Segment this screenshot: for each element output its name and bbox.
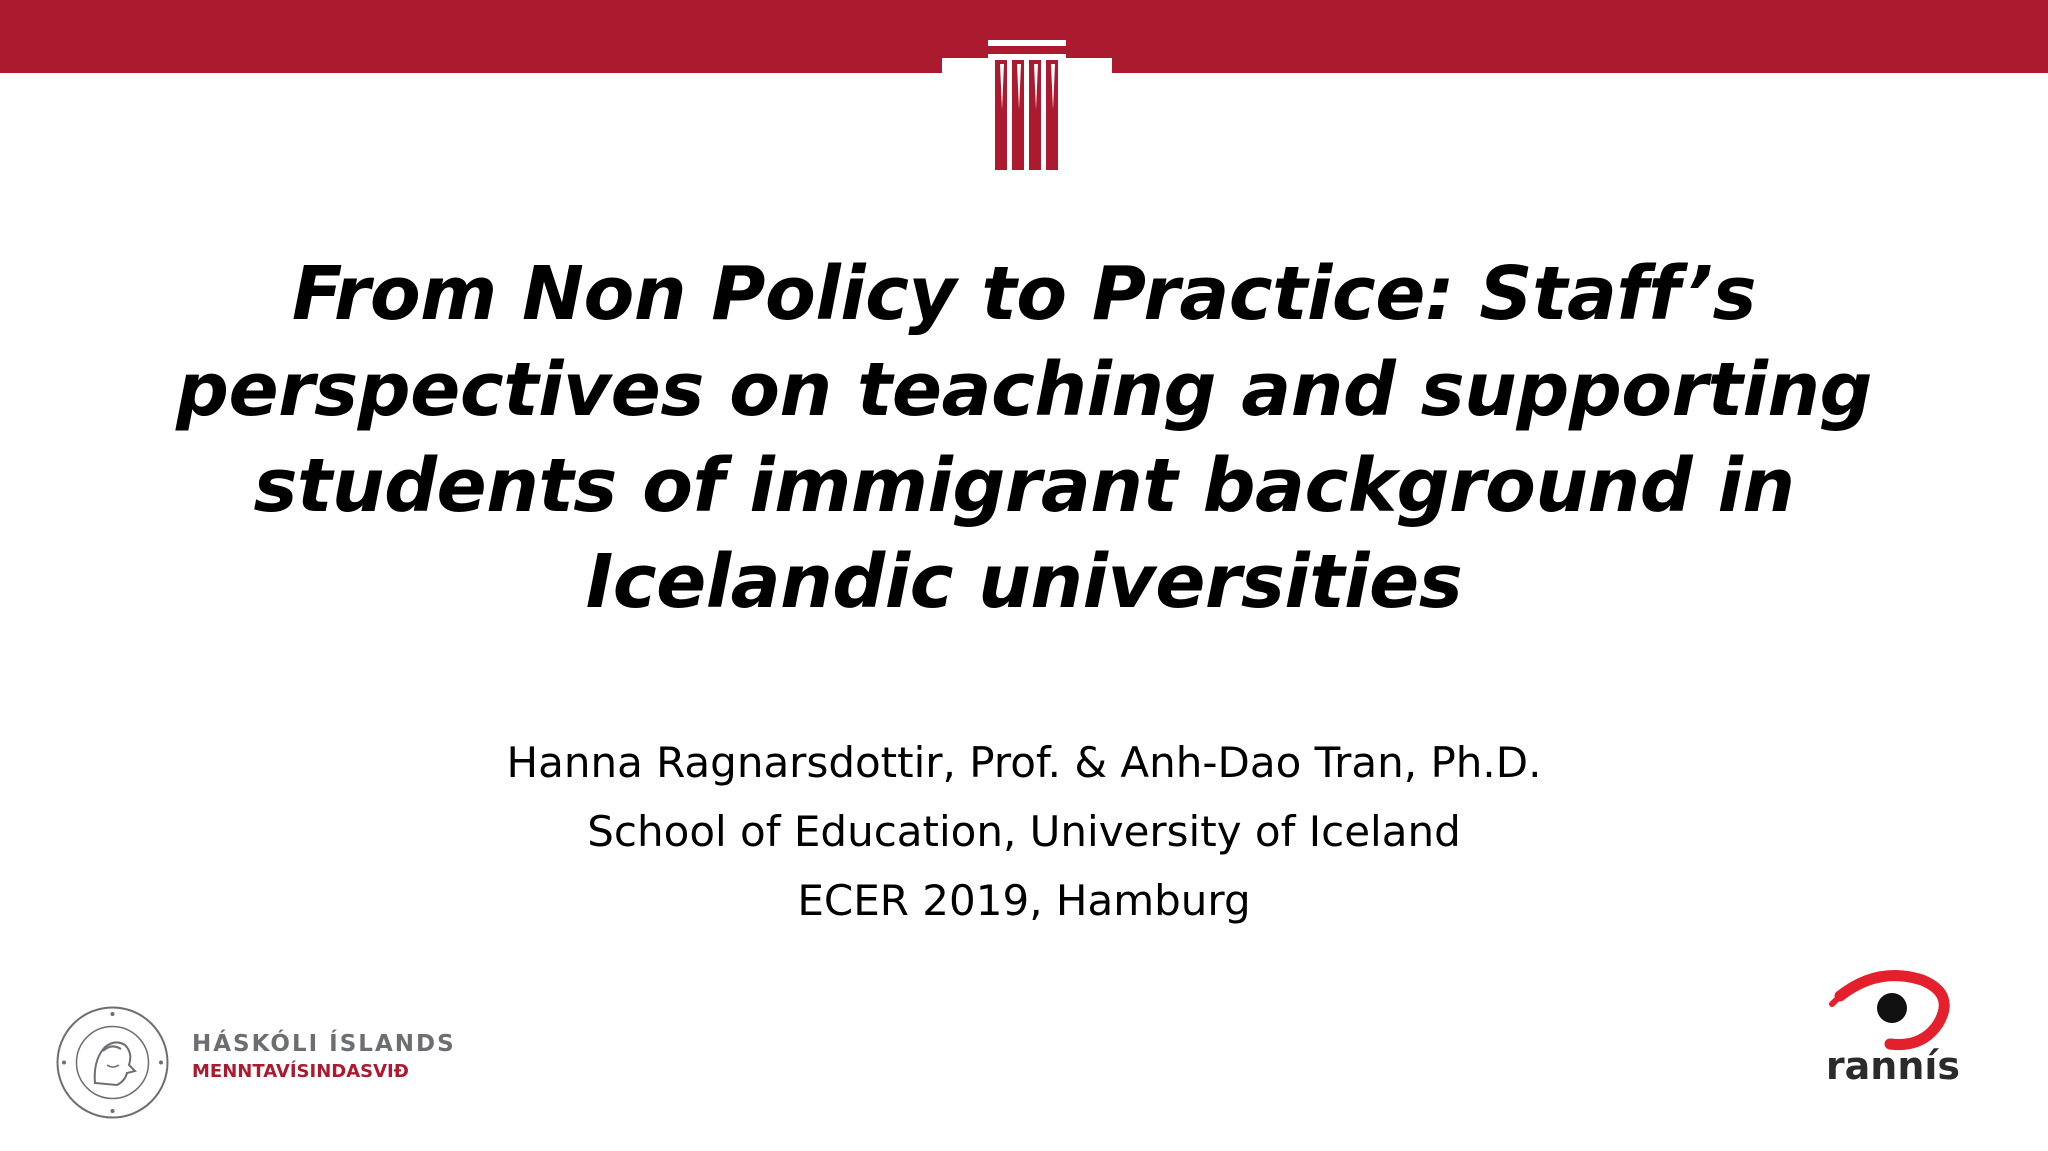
author-affiliation: School of Education, University of Iceland [587,807,1461,856]
title-line: Icelandic universities [585,539,1463,625]
rannis-wordmark: rannís [1825,1044,1961,1088]
school-name: MENNTAVÍSINDASVIÐ [192,1061,409,1082]
title-line: perspectives on teaching and supporting [175,347,1873,433]
author-names: Hanna Ragnarsdottir, Prof. & Anh-Dao Tran, Ph.D. [506,738,1542,787]
title-line: From Non Policy to Practice: Staff’s [291,251,1757,337]
university-wordmark [192,1029,456,1085]
slide-authors [324,728,1724,935]
university-building-icon [942,40,1112,175]
slide-title [124,246,1924,630]
title-line: students of immigrant background in [253,443,1795,529]
conference-info: ECER 2019, Hamburg [797,876,1251,925]
university-seal-icon [55,1005,170,1120]
university-name: HÁSKÓLI ÍSLANDS [192,1031,456,1057]
